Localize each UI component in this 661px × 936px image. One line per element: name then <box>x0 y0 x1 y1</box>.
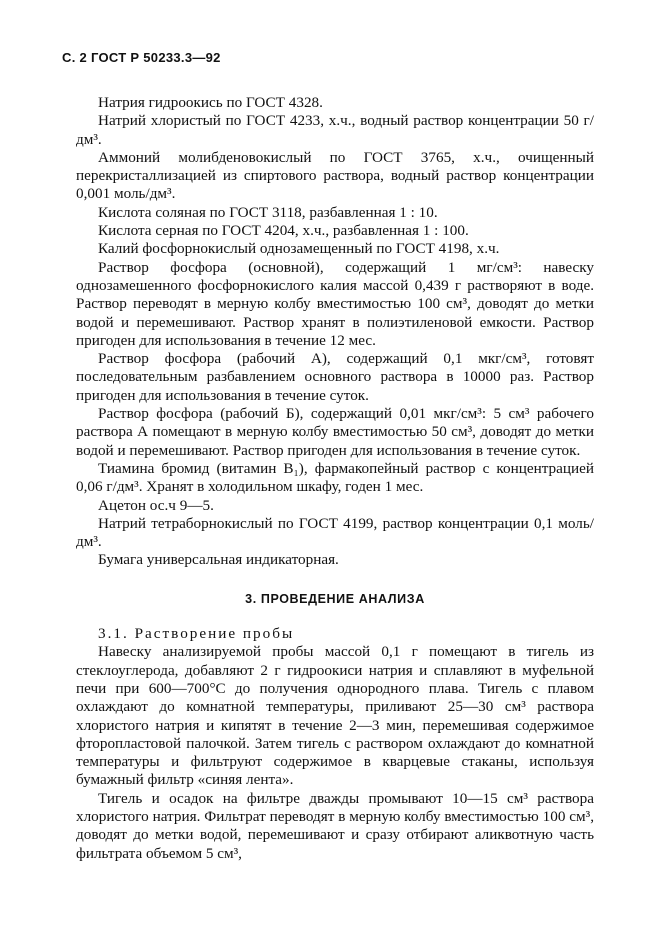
paragraph: Раствор фосфора (основной), содержащий 1 мг/см³: навеску однозамешенного фосфорнокислого калия массой 0,439 г растворяют в воде. Раствор переводят в мерную колбу вместимостью 100 см³, доводят до метки водой и перемешивают. Раствор хранят в полиэтиленовой емкости. Раствор пригоден для использования в течение 12 мес. <box>76 258 594 349</box>
paragraph: Раствор фосфора (рабочий А), содержащий 0,1 мкг/см³, готовят последовательным разбавлением основного раствора в 10000 раз. Раствор пригоден для использования в течение суток. <box>76 350 594 404</box>
paragraph: Тигель и осадок на фильтре дважды промывают 10—15 см³ раствора хлористого натрия. Фильтрат переводят в мерную колбу вместимостью 100 см³, доводят до метки водой, перемешивают и сразу отбирают аликвотную часть фильтрата объемом 5 см³, <box>76 789 594 862</box>
paragraph: Ацетон ос.ч 9—5. <box>98 496 214 514</box>
paragraph: Калий фосфорнокислый однозамещенный по ГОСТ 4198, х.ч. <box>98 240 500 258</box>
paragraph: Натрий хлористый по ГОСТ 4233, х.ч., водный раствор концентрации 50 г/дм³. <box>76 112 594 148</box>
paragraph: Кислота соляная по ГОСТ 3118, разбавленная 1 : 10. <box>98 203 438 221</box>
section-title: 3. ПРОВЕДЕНИЕ АНАЛИЗА <box>245 591 425 606</box>
paragraph: Тиамина бромид (витамин B₁), фармакопейный раствор с концентрацией 0,06 г/дм³. Хранят в холодильном шкафу, годен 1 мес. <box>76 459 594 496</box>
paragraph: Натрия гидроокись по ГОСТ 4328. <box>98 94 323 111</box>
page-header: С. 2 ГОСТ Р 50233.3—92 <box>62 50 221 65</box>
paragraph: Бумага универсальная индикаторная. <box>98 551 339 569</box>
paragraph: Кислота серная по ГОСТ 4204, х.ч., разбавленная 1 : 100. <box>98 222 469 240</box>
paragraph: Навеску анализируемой пробы массой 0,1 г помещают в тигель из стеклоуглерода, добавляют 2 г гидроокиси натрия и сплавляют в муфельной печи при 600—700°С до получения однородного плава. Тигель с плавом охлаждают до комнатной температуры, приливают 25—30 см³ раствора хлористого натрия и кипятят в течение 2—3 мин, перемешивая содержимое фторопластовой палочкой. Затем тигель с раствором охлаждают до комнатной температуры и фильтруют содержимое в кварцевые стаканы, используя бумажный фильтр «синяя лента». <box>76 643 594 789</box>
paragraph: Аммоний молибденовокислый по ГОСТ 3765, х.ч., очищенный перекристаллизацией из спиртового раствора, водный раствор концентрации 0,001 моль/дм³. <box>76 148 594 203</box>
paragraph: Натрий тетраборнокислый по ГОСТ 4199, раствор концентрации 0,1 моль/дм³. <box>76 514 594 551</box>
paragraph: Раствор фосфора (рабочий Б), содержащий 0,01 мкг/см³: 5 см³ рабочего раствора А помещают в мерную колбу вместимостью 50 см³, доводят до метки водой и перемешивают. Раствор пригоден для использования в течение суток. <box>76 405 594 459</box>
subsection-title: 3.1. Растворение пробы <box>98 625 295 643</box>
document-body <box>76 94 594 863</box>
